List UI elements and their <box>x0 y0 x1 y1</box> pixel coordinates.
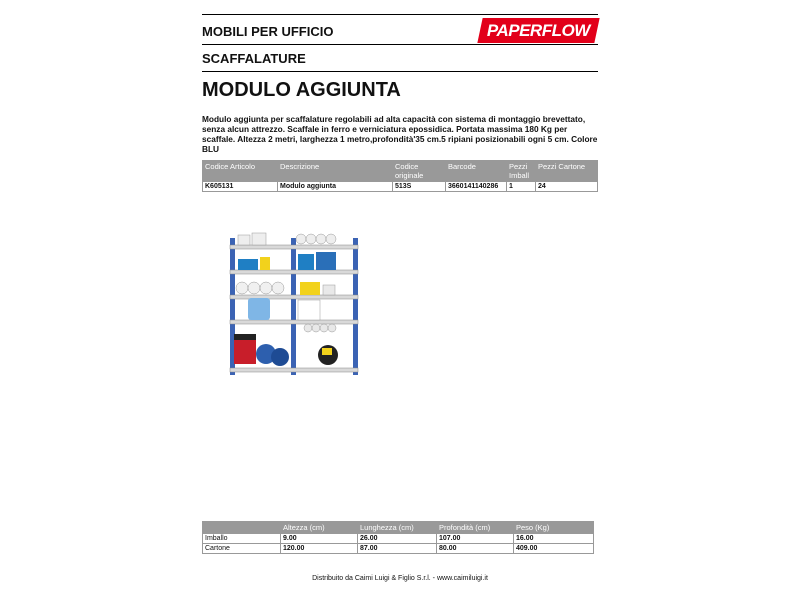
col-pezzi-imball: Pezzi Imball <box>507 161 536 182</box>
col-pezzi-cartone: Pezzi Cartone <box>536 161 598 182</box>
col-peso: Peso (Kg) <box>514 522 594 534</box>
cell-profondita: 107.00 <box>437 534 514 544</box>
cell-peso: 409.00 <box>514 544 594 554</box>
cell-lunghezza: 87.00 <box>358 544 437 554</box>
cell-descrizione: Modulo aggiunta <box>278 182 393 192</box>
product-table-header <box>203 161 598 182</box>
col-profondita: Profondità (cm) <box>437 522 514 534</box>
row-label-cartone: Cartone <box>203 544 281 554</box>
cell-profondita: 80.00 <box>437 544 514 554</box>
col-lunghezza: Lunghezza (cm) <box>358 522 437 534</box>
category-title: MOBILI PER UFFICIO <box>202 24 334 39</box>
subcategory-title: SCAFFALATURE <box>202 51 306 66</box>
col-altezza: Altezza (cm) <box>281 522 358 534</box>
col-row-label <box>203 522 281 534</box>
cell-altezza: 9.00 <box>281 534 358 544</box>
cell-lunghezza: 26.00 <box>358 534 437 544</box>
col-codice-originale: Codice originale <box>393 161 446 182</box>
cell-codice-articolo: K605131 <box>203 182 278 192</box>
row-label-imballo: Imballo <box>203 534 281 544</box>
table-row <box>203 182 598 192</box>
dimensions-table <box>202 521 594 554</box>
product-photo <box>228 230 363 380</box>
category-rule <box>202 44 598 45</box>
footer-text: Distribuito da Caimi Luigi & Figlio S.r.l. - www.caimiluigi.it <box>312 575 488 582</box>
table-row <box>203 544 594 554</box>
brand-logo-text: PAPERFLOW <box>487 20 590 40</box>
top-rule <box>202 14 598 15</box>
brand-logo <box>477 18 599 43</box>
cell-codice-originale: 513S <box>393 182 446 192</box>
cell-pezzi-cartone: 24 <box>536 182 598 192</box>
col-codice-articolo: Codice Articolo <box>203 161 278 182</box>
cell-pezzi-imball: 1 <box>507 182 536 192</box>
dimensions-table-header <box>203 522 594 534</box>
col-barcode: Barcode <box>446 161 507 182</box>
table-row <box>203 534 594 544</box>
cell-altezza: 120.00 <box>281 544 358 554</box>
cell-peso: 16.00 <box>514 534 594 544</box>
subcategory-rule <box>202 71 598 72</box>
cell-barcode: 3660141140286 <box>446 182 507 192</box>
product-table <box>202 160 598 192</box>
product-description: Modulo aggiunta per scaffalature regolabili ad alta capacità con sistema di montaggio brevettato, senza alcun attrezzo. Scaffale in ferro e verniciatura epossidica. Portata massima 180 Kg per scaffale. Altezza 2 metri, larghezza 1 metro,profondità'35 cm.5 ripiani posizionabili ogni 5 cm. Colore BLU <box>202 114 598 154</box>
product-title: MODULO AGGIUNTA <box>202 79 401 101</box>
col-descrizione: Descrizione <box>278 161 393 182</box>
